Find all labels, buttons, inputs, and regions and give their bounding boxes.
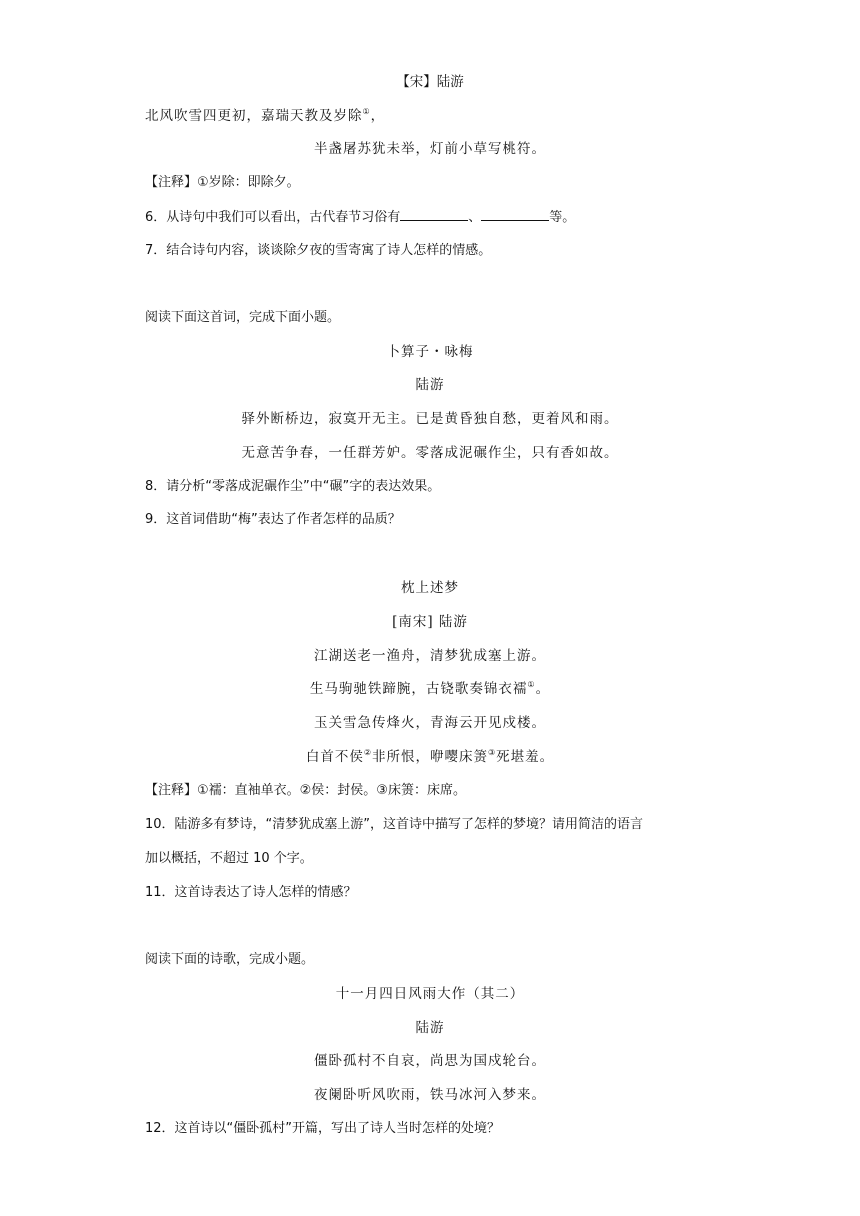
answer-blank-2[interactable] — [481, 207, 549, 221]
section3-line4: 白首不侯②非所恨，咿嘤床箦③死堪羞。 — [305, 747, 555, 765]
section2-author: 陆游 — [415, 377, 445, 393]
section4-line2: 夜阑卧听风吹雨，铁马冰河入梦来。 — [314, 1087, 546, 1103]
section3-line3: 玉关雪急传烽火，青海云开见戍楼。 — [314, 715, 546, 731]
question-12: 12．这首诗以“僵卧孤村”开篇，写出了诗人当时怎样的处境？ — [145, 1121, 501, 1136]
footnote-marker: ③ — [488, 747, 497, 757]
section4-intro: 阅读下面的诗歌，完成小题。 — [145, 952, 315, 967]
poem1-author: 【宋】陆游 — [396, 74, 464, 90]
footnote-marker: ① — [527, 679, 536, 689]
footnote-marker: ① — [362, 106, 371, 116]
section2-line2: 无意苦争春，一任群芳妒。零落成泥碾作尘，只有香如故。 — [241, 445, 619, 461]
question-10-line1: 10．陆游多有梦诗，“清梦犹成塞上游”，这首诗中描写了怎样的梦境？请用简洁的语言 — [145, 817, 644, 832]
section3-line2: 生马驹驰铁蹄腕，古铙歌奏锦衣襦①。 — [309, 679, 551, 697]
question-11: 11．这首诗表达了诗人怎样的情感？ — [145, 885, 357, 900]
section2-title: 卜算子・咏梅 — [386, 344, 474, 360]
section3-author: [南宋] 陆游 — [392, 614, 468, 630]
question-9: 9．这首词借助“梅”表达了作者怎样的品质？ — [145, 512, 401, 527]
poem1-line1: 北风吹雪四更初，嘉瑞天教及岁除①， — [145, 106, 386, 124]
question-6: 6．从诗句中我们可以看出，古代春节习俗有 、 等。 — [145, 207, 575, 227]
question-7: 7．结合诗句内容，谈谈除夕夜的雪寄寓了诗人怎样的情感。 — [145, 243, 492, 258]
section4-author: 陆游 — [415, 1020, 445, 1036]
answer-blank-1[interactable] — [400, 207, 468, 221]
section3-annotation: 【注释】①襦：直袖单衣。②侯：封侯。③床箦：床席。 — [145, 783, 466, 798]
poem1-annotation: 【注释】①岁除：即除夕。 — [145, 175, 300, 190]
question-10-line2: 加以概括，不超过 10 个字。 — [145, 851, 313, 866]
section3-line1: 江湖送老一渔舟，清梦犹成塞上游。 — [314, 648, 546, 664]
section4-title: 十一月四日风雨大作（其二） — [335, 986, 525, 1002]
section4-line1: 僵卧孤村不自哀，尚思为国戍轮台。 — [314, 1053, 546, 1069]
footnote-marker: ② — [363, 747, 372, 757]
question-8: 8．请分析“零落成泥碾作尘”中“碾”字的表达效果。 — [145, 479, 441, 494]
section3-title: 枕上述梦 — [401, 580, 459, 596]
section2-line1: 驿外断桥边，寂寞开无主。已是黄昏独自愁，更着风和雨。 — [241, 411, 619, 427]
poem1-line2: 半盏屠苏犹未举，灯前小草写桃符。 — [314, 141, 546, 157]
section2-intro: 阅读下面这首词，完成下面小题。 — [145, 310, 341, 325]
